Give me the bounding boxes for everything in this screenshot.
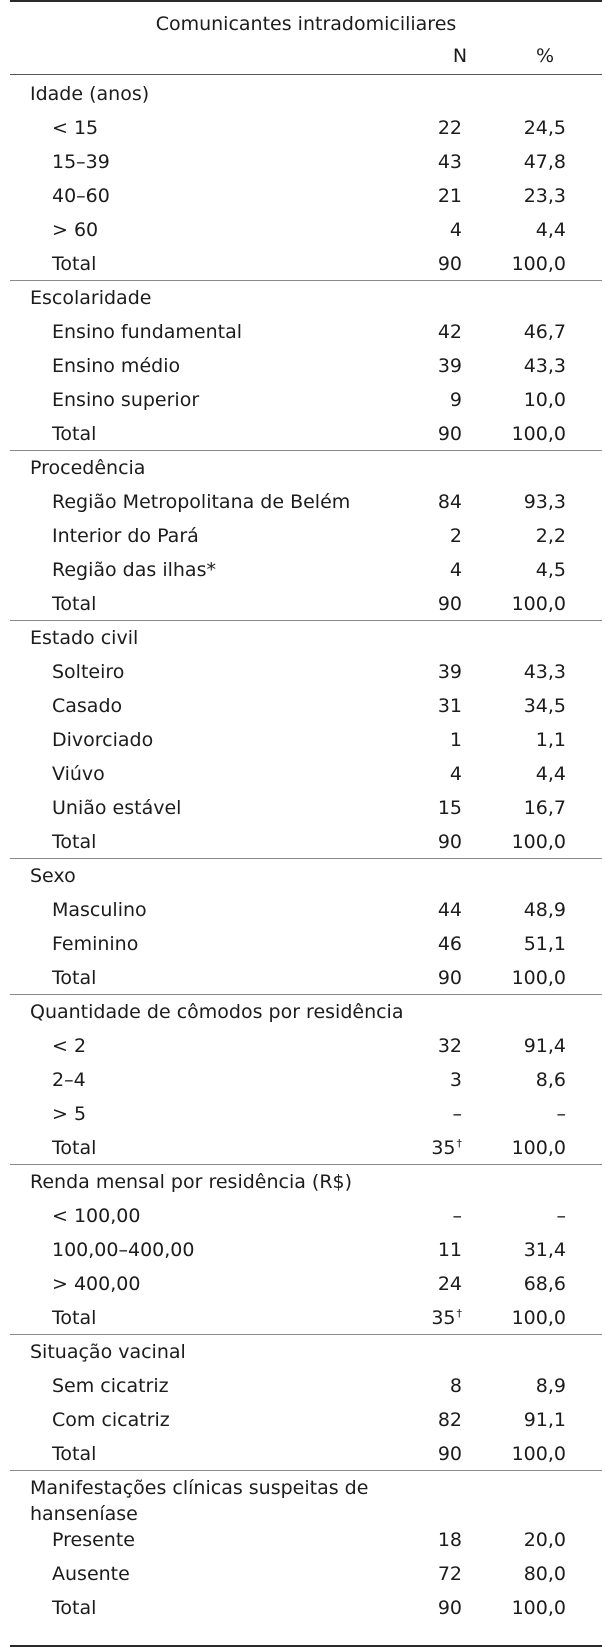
count-value: – [452, 1205, 462, 1227]
row-label: União estável [52, 797, 182, 819]
count-value: 24 [437, 1273, 462, 1295]
total-row [10, 961, 602, 995]
footnote-dagger: † [456, 1137, 462, 1150]
percent-cell: 91,4 [523, 1035, 566, 1057]
total-row [10, 1591, 602, 1625]
table-row [10, 145, 602, 179]
percent-cell: 93,3 [523, 491, 566, 513]
column-header-n: N [452, 45, 468, 67]
count-value: 11 [437, 1239, 462, 1261]
section-title: Idade (anos) [30, 83, 150, 105]
percent-cell: 100,0 [511, 253, 566, 275]
header-divider [10, 74, 602, 75]
table-row [10, 315, 602, 349]
row-label: Ensino superior [52, 389, 200, 411]
row-label: Total [52, 1597, 97, 1619]
table-row [10, 655, 602, 689]
section-title: Estado civil [30, 627, 139, 649]
row-label: Viúvo [52, 763, 105, 785]
section-header [10, 1335, 602, 1369]
row-label: Total [52, 253, 97, 275]
count-cell [438, 587, 462, 621]
section-header [10, 1471, 602, 1523]
count-value: 90 [437, 593, 462, 615]
row-label: < 15 [52, 117, 99, 139]
count-value: 90 [437, 831, 462, 853]
count-value: 84 [437, 491, 462, 513]
count-value: 35 [431, 1137, 456, 1159]
count-value: 4 [449, 219, 462, 241]
row-label: Presente [52, 1529, 135, 1551]
row-label: 40–60 [52, 185, 110, 207]
count-value: 43 [437, 151, 462, 173]
count-cell [453, 1097, 463, 1131]
total-row [10, 825, 602, 859]
section-title: Renda mensal por residência (R$) [30, 1171, 353, 1193]
table-body [10, 77, 602, 1625]
row-label: Feminino [52, 933, 139, 955]
table-row [10, 179, 602, 213]
row-label: Total [52, 1443, 97, 1465]
count-cell [438, 927, 462, 961]
count-cell [438, 485, 462, 519]
row-label: Solteiro [52, 661, 125, 683]
count-value: 8 [449, 1375, 462, 1397]
percent-cell: 8,9 [535, 1375, 566, 1397]
section-title: Escolaridade [30, 287, 152, 309]
table-row [10, 893, 602, 927]
count-value: 42 [437, 321, 462, 343]
percent-cell: 51,1 [523, 933, 566, 955]
table-row [10, 1199, 602, 1233]
percent-cell: 100,0 [511, 1597, 566, 1619]
count-value: 9 [449, 389, 462, 411]
row-label: Total [52, 831, 97, 853]
count-value: 3 [449, 1069, 462, 1091]
table-row [10, 1097, 602, 1131]
percent-cell: 31,4 [523, 1239, 566, 1261]
count-cell [438, 825, 462, 859]
table-row [10, 1557, 602, 1591]
table-row [10, 689, 602, 723]
percent-cell: 68,6 [523, 1273, 566, 1295]
row-label: 100,00–400,00 [52, 1239, 195, 1261]
percent-cell: 100,0 [511, 967, 566, 989]
table-row [10, 383, 602, 417]
section-title: Sexo [30, 865, 76, 887]
percent-cell: 100,0 [511, 1137, 566, 1159]
table-row [10, 1369, 602, 1403]
count-value: 39 [437, 355, 462, 377]
percent-cell: 2,2 [535, 525, 566, 547]
count-value: 31 [437, 695, 462, 717]
percent-cell: 100,0 [511, 831, 566, 853]
count-value: 22 [437, 117, 462, 139]
count-value: 82 [437, 1409, 462, 1431]
count-cell [438, 791, 462, 825]
percent-cell: 43,3 [523, 661, 566, 683]
table-row [10, 1523, 602, 1557]
count-value: 21 [437, 185, 462, 207]
count-cell [438, 893, 462, 927]
row-label: Sem cicatriz [52, 1375, 169, 1397]
percent-cell: – [556, 1205, 566, 1227]
column-header-percent: % [535, 45, 555, 67]
table-row [10, 349, 602, 383]
row-label: < 2 [52, 1035, 87, 1057]
count-cell [450, 213, 462, 247]
count-value: 44 [437, 899, 462, 921]
count-value: 4 [449, 763, 462, 785]
percent-cell: 20,0 [523, 1529, 566, 1551]
table-row [10, 1063, 602, 1097]
count-cell [438, 1233, 462, 1267]
percent-cell: 16,7 [523, 797, 566, 819]
row-label: Ensino médio [52, 355, 181, 377]
percent-cell: 23,3 [523, 185, 566, 207]
count-cell [438, 655, 462, 689]
section-title: Procedência [30, 457, 146, 479]
row-label: Masculino [52, 899, 147, 921]
percent-cell: 100,0 [511, 593, 566, 615]
count-cell [438, 1403, 462, 1437]
count-value: 35 [431, 1307, 456, 1329]
count-cell [438, 1523, 462, 1557]
percent-cell: – [556, 1103, 566, 1125]
section-header [10, 621, 602, 655]
percent-cell: 80,0 [523, 1563, 566, 1585]
row-label: Total [52, 1307, 97, 1329]
count-value: 15 [437, 797, 462, 819]
row-label: 2–4 [52, 1069, 86, 1091]
group-title: Comunicantes intradomiciliares [155, 13, 457, 35]
count-value: 18 [437, 1529, 462, 1551]
row-label: Total [52, 423, 97, 445]
count-value: 32 [437, 1035, 462, 1057]
total-row [10, 1131, 602, 1165]
section-header [10, 281, 602, 315]
count-cell [438, 1437, 462, 1471]
count-cell [431, 1301, 462, 1335]
table-row [10, 1267, 602, 1301]
percent-cell: 4,4 [535, 219, 566, 241]
total-row [10, 417, 602, 451]
count-value: 72 [437, 1563, 462, 1585]
percent-cell: 43,3 [523, 355, 566, 377]
count-cell [450, 383, 462, 417]
footnote-dagger: † [456, 1307, 462, 1320]
percent-cell: 100,0 [511, 423, 566, 445]
count-cell [438, 111, 462, 145]
count-cell [431, 1131, 462, 1165]
section-header [10, 995, 602, 1029]
count-cell [438, 145, 462, 179]
percent-cell: 48,9 [523, 899, 566, 921]
row-label: Ensino fundamental [52, 321, 243, 343]
count-cell [450, 1063, 462, 1097]
row-label: Região Metropolitana de Belém [52, 491, 351, 513]
table-group-header [10, 10, 602, 38]
section-title: Manifestações clínicas suspeitas de hanseníase [30, 1477, 369, 1525]
table-row [10, 791, 602, 825]
count-cell [450, 723, 462, 757]
section-header [10, 77, 602, 111]
table-row [10, 927, 602, 961]
percent-cell: 24,5 [523, 117, 566, 139]
count-cell [453, 1199, 463, 1233]
row-label: Divorciado [52, 729, 154, 751]
table-row [10, 1403, 602, 1437]
row-label: < 100,00 [52, 1205, 141, 1227]
section-title: Situação vacinal [30, 1341, 186, 1363]
count-value: 90 [437, 967, 462, 989]
total-row [10, 1301, 602, 1335]
percent-cell: 47,8 [523, 151, 566, 173]
section-header [10, 1165, 602, 1199]
data-table [10, 0, 602, 1647]
percent-cell: 1,1 [535, 729, 566, 751]
percent-cell: 100,0 [511, 1443, 566, 1465]
row-label: Total [52, 593, 97, 615]
row-label: Ausente [52, 1563, 130, 1585]
count-cell [438, 179, 462, 213]
count-value: 4 [449, 559, 462, 581]
row-label: Com cicatriz [52, 1409, 170, 1431]
count-value: 90 [437, 423, 462, 445]
count-cell [438, 689, 462, 723]
percent-cell: 4,4 [535, 763, 566, 785]
percent-cell: 34,5 [523, 695, 566, 717]
row-label: > 5 [52, 1103, 87, 1125]
count-value: 39 [437, 661, 462, 683]
count-cell [438, 961, 462, 995]
total-row [10, 587, 602, 621]
row-label: Casado [52, 695, 123, 717]
row-label: 15–39 [52, 151, 110, 173]
table-row [10, 485, 602, 519]
row-label: Interior do Pará [52, 525, 199, 547]
count-cell [450, 519, 462, 553]
count-cell [438, 417, 462, 451]
count-cell [438, 247, 462, 281]
percent-cell: 8,6 [535, 1069, 566, 1091]
row-label: > 400,00 [52, 1273, 141, 1295]
row-label: Total [52, 967, 97, 989]
row-label: > 60 [52, 219, 99, 241]
percent-cell: 46,7 [523, 321, 566, 343]
table-row [10, 213, 602, 247]
count-cell [438, 1557, 462, 1591]
row-label: Região das ilhas* [52, 559, 216, 581]
table-row [10, 111, 602, 145]
table-row [10, 1029, 602, 1063]
count-cell [438, 315, 462, 349]
count-value: 46 [437, 933, 462, 955]
count-cell [450, 757, 462, 791]
percent-cell: 91,1 [523, 1409, 566, 1431]
count-cell [438, 1029, 462, 1063]
count-cell [438, 1267, 462, 1301]
section-header [10, 451, 602, 485]
total-row [10, 1437, 602, 1471]
count-value: 90 [437, 1443, 462, 1465]
count-value: – [452, 1103, 462, 1125]
table-row [10, 553, 602, 587]
count-cell [450, 1369, 462, 1403]
section-title: Quantidade de cômodos por residência [30, 1001, 404, 1023]
count-value: 90 [437, 253, 462, 275]
table-row [10, 519, 602, 553]
percent-cell: 10,0 [523, 389, 566, 411]
count-value: 90 [437, 1597, 462, 1619]
count-value: 2 [449, 525, 462, 547]
count-cell [438, 349, 462, 383]
table-column-headers [10, 42, 602, 70]
total-row [10, 247, 602, 281]
percent-cell: 4,5 [535, 559, 566, 581]
table-row [10, 1233, 602, 1267]
count-cell [438, 1591, 462, 1625]
table-row [10, 723, 602, 757]
count-value: 1 [449, 729, 462, 751]
table-row [10, 757, 602, 791]
count-cell [450, 553, 462, 587]
row-label: Total [52, 1137, 97, 1159]
section-header [10, 859, 602, 893]
percent-cell: 100,0 [511, 1307, 566, 1329]
